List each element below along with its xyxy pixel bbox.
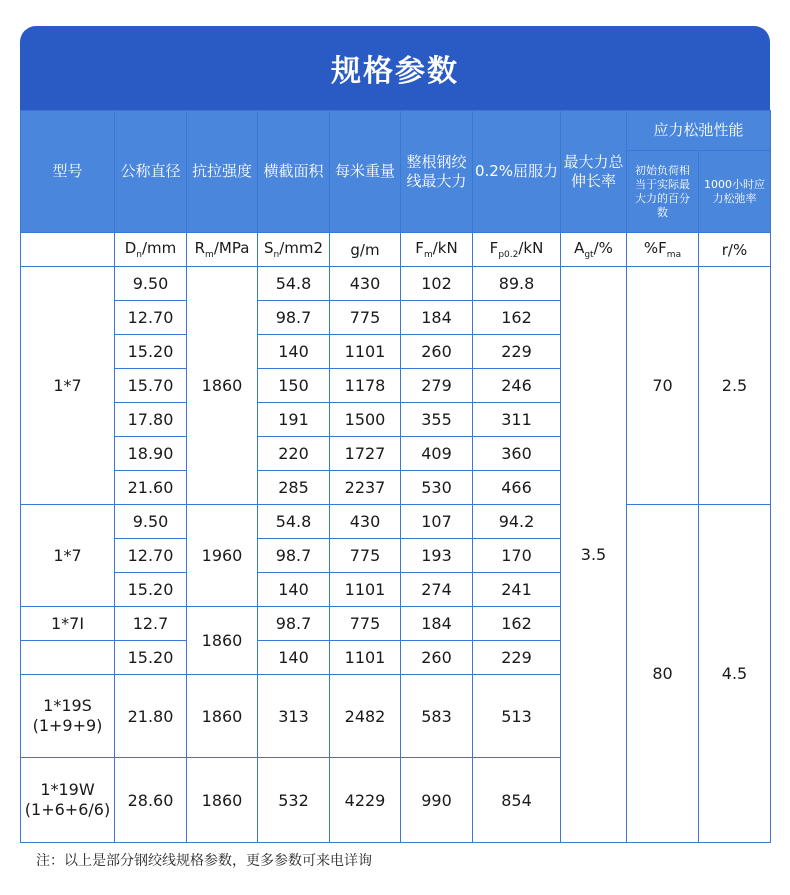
table-row — [21, 267, 771, 301]
cell-weight: 1101 — [330, 641, 401, 675]
unit-yield: $F_{p0.2}/kN$ — [473, 233, 561, 267]
cell-weight: 430 — [330, 267, 401, 301]
group-strength-5: 1860 — [187, 758, 258, 843]
type-line-1: 1*19S — [43, 696, 92, 715]
cell-area: 54.8 — [258, 267, 330, 301]
cell-area: 150 — [258, 369, 330, 403]
group-strength-4: 1860 — [187, 675, 258, 758]
cell-yield: 513 — [473, 675, 561, 758]
type-line-1: 1*19W — [40, 780, 95, 799]
cell-area: 98.7 — [258, 301, 330, 335]
cell-weight: 4229 — [330, 758, 401, 843]
cell-weight: 1101 — [330, 573, 401, 607]
cell-yield: 854 — [473, 758, 561, 843]
cell-weight: 2482 — [330, 675, 401, 758]
group-type-2: 1*7 — [21, 505, 115, 607]
cell-yield: 229 — [473, 335, 561, 369]
cell-yield: 466 — [473, 471, 561, 505]
group-type-3: 1*7I — [21, 607, 115, 641]
cell-max-force: 279 — [401, 369, 473, 403]
cell-area: 140 — [258, 573, 330, 607]
cell-diameter: 17.80 — [115, 403, 187, 437]
cell-type-empty — [21, 641, 115, 675]
type-line-2: (1+9+9) — [32, 716, 103, 735]
cell-diameter: 12.7 — [115, 607, 187, 641]
cell-area: 285 — [258, 471, 330, 505]
unit-relax-rate: r/% — [699, 233, 771, 267]
footnote: 注：以上是部分钢绞线规格参数，更多参数可来电详询 — [36, 853, 372, 869]
cell-diameter: 21.80 — [115, 675, 187, 758]
unit-weight: g/m — [330, 233, 401, 267]
group-type-1: 1*7 — [21, 267, 115, 505]
cell-max-force: 990 — [401, 758, 473, 843]
spec-table — [20, 110, 771, 843]
cell-diameter: 15.20 — [115, 335, 187, 369]
cell-weight: 775 — [330, 539, 401, 573]
cell-diameter: 9.50 — [115, 505, 187, 539]
cell-max-force: 184 — [401, 607, 473, 641]
cell-diameter: 12.70 — [115, 301, 187, 335]
cell-max-force: 184 — [401, 301, 473, 335]
cell-max-force: 102 — [401, 267, 473, 301]
cell-yield: 94.2 — [473, 505, 561, 539]
relax-rate-25: 2.5 — [699, 267, 771, 505]
header-yield: 0.2%屈服力 — [473, 111, 561, 233]
header-diameter: 公称直径 — [115, 111, 187, 233]
cell-yield: 170 — [473, 539, 561, 573]
header-weight: 每米重量 — [330, 111, 401, 233]
cell-yield: 241 — [473, 573, 561, 607]
cell-area: 54.8 — [258, 505, 330, 539]
cell-max-force: 107 — [401, 505, 473, 539]
cell-area: 532 — [258, 758, 330, 843]
cell-weight: 1101 — [330, 335, 401, 369]
header-max-force: 整根钢绞线最大力 — [401, 111, 473, 233]
cell-weight: 1500 — [330, 403, 401, 437]
group-type-5 — [21, 758, 115, 843]
cell-area: 140 — [258, 335, 330, 369]
cell-diameter: 15.20 — [115, 641, 187, 675]
page-title: 规格参数 — [20, 26, 770, 110]
cell-max-force: 530 — [401, 471, 473, 505]
cell-area: 313 — [258, 675, 330, 758]
unit-diameter: $D_n/mm$ — [115, 233, 187, 267]
cell-yield: 360 — [473, 437, 561, 471]
table-row — [21, 505, 771, 539]
cell-yield: 162 — [473, 607, 561, 641]
group-strength-1: 1860 — [187, 267, 258, 505]
header-relaxation: 应力松弛性能 — [627, 111, 771, 151]
cell-yield: 246 — [473, 369, 561, 403]
cell-diameter: 18.90 — [115, 437, 187, 471]
cell-max-force: 193 — [401, 539, 473, 573]
cell-area: 98.7 — [258, 539, 330, 573]
cell-area: 220 — [258, 437, 330, 471]
initial-load-80: 80 — [627, 505, 699, 843]
cell-weight: 775 — [330, 607, 401, 641]
cell-yield: 162 — [473, 301, 561, 335]
unit-elongation: $A_{gt}/\%$ — [561, 233, 627, 267]
group-strength-3: 1860 — [187, 607, 258, 675]
cell-max-force: 583 — [401, 675, 473, 758]
cell-max-force: 260 — [401, 335, 473, 369]
cell-max-force: 355 — [401, 403, 473, 437]
cell-yield: 311 — [473, 403, 561, 437]
header-type: 型号 — [21, 111, 115, 233]
cell-max-force: 260 — [401, 641, 473, 675]
group-type-4 — [21, 675, 115, 758]
cell-weight: 2237 — [330, 471, 401, 505]
cell-diameter: 12.70 — [115, 539, 187, 573]
header-strength: 抗拉强度 — [187, 111, 258, 233]
cell-diameter: 28.60 — [115, 758, 187, 843]
cell-max-force: 409 — [401, 437, 473, 471]
unit-strength: $R_m$/MPa — [187, 233, 258, 267]
cell-area: 140 — [258, 641, 330, 675]
elongation-value: 3.5 — [561, 267, 627, 843]
cell-weight: 1178 — [330, 369, 401, 403]
header-row-1 — [21, 111, 771, 151]
cell-yield: 229 — [473, 641, 561, 675]
relax-rate-45: 4.5 — [699, 505, 771, 843]
cell-area: 98.7 — [258, 607, 330, 641]
header-relax-rate: 1000小时应力松弛率 — [699, 151, 771, 233]
cell-diameter: 9.50 — [115, 267, 187, 301]
unit-area: $S_n/mm2$ — [258, 233, 330, 267]
header-initial-load: 初始负荷相当于实际最大力的百分数 — [627, 151, 699, 233]
cell-yield: 89.8 — [473, 267, 561, 301]
cell-weight: 430 — [330, 505, 401, 539]
cell-diameter: 21.60 — [115, 471, 187, 505]
cell-area: 191 — [258, 403, 330, 437]
unit-type — [21, 233, 115, 267]
group-strength-2: 1960 — [187, 505, 258, 607]
header-elongation: 最大力总伸长率 — [561, 111, 627, 233]
unit-initial-load: $\%F_{ma}$ — [627, 233, 699, 267]
cell-weight: 775 — [330, 301, 401, 335]
units-row — [21, 233, 771, 267]
spec-card — [20, 26, 770, 843]
type-line-2: (1+6+6/6) — [24, 800, 111, 819]
cell-max-force: 274 — [401, 573, 473, 607]
cell-weight: 1727 — [330, 437, 401, 471]
cell-diameter: 15.70 — [115, 369, 187, 403]
initial-load-70: 70 — [627, 267, 699, 505]
header-area: 横截面积 — [258, 111, 330, 233]
cell-diameter: 15.20 — [115, 573, 187, 607]
unit-max-force: $F_m/kN$ — [401, 233, 473, 267]
